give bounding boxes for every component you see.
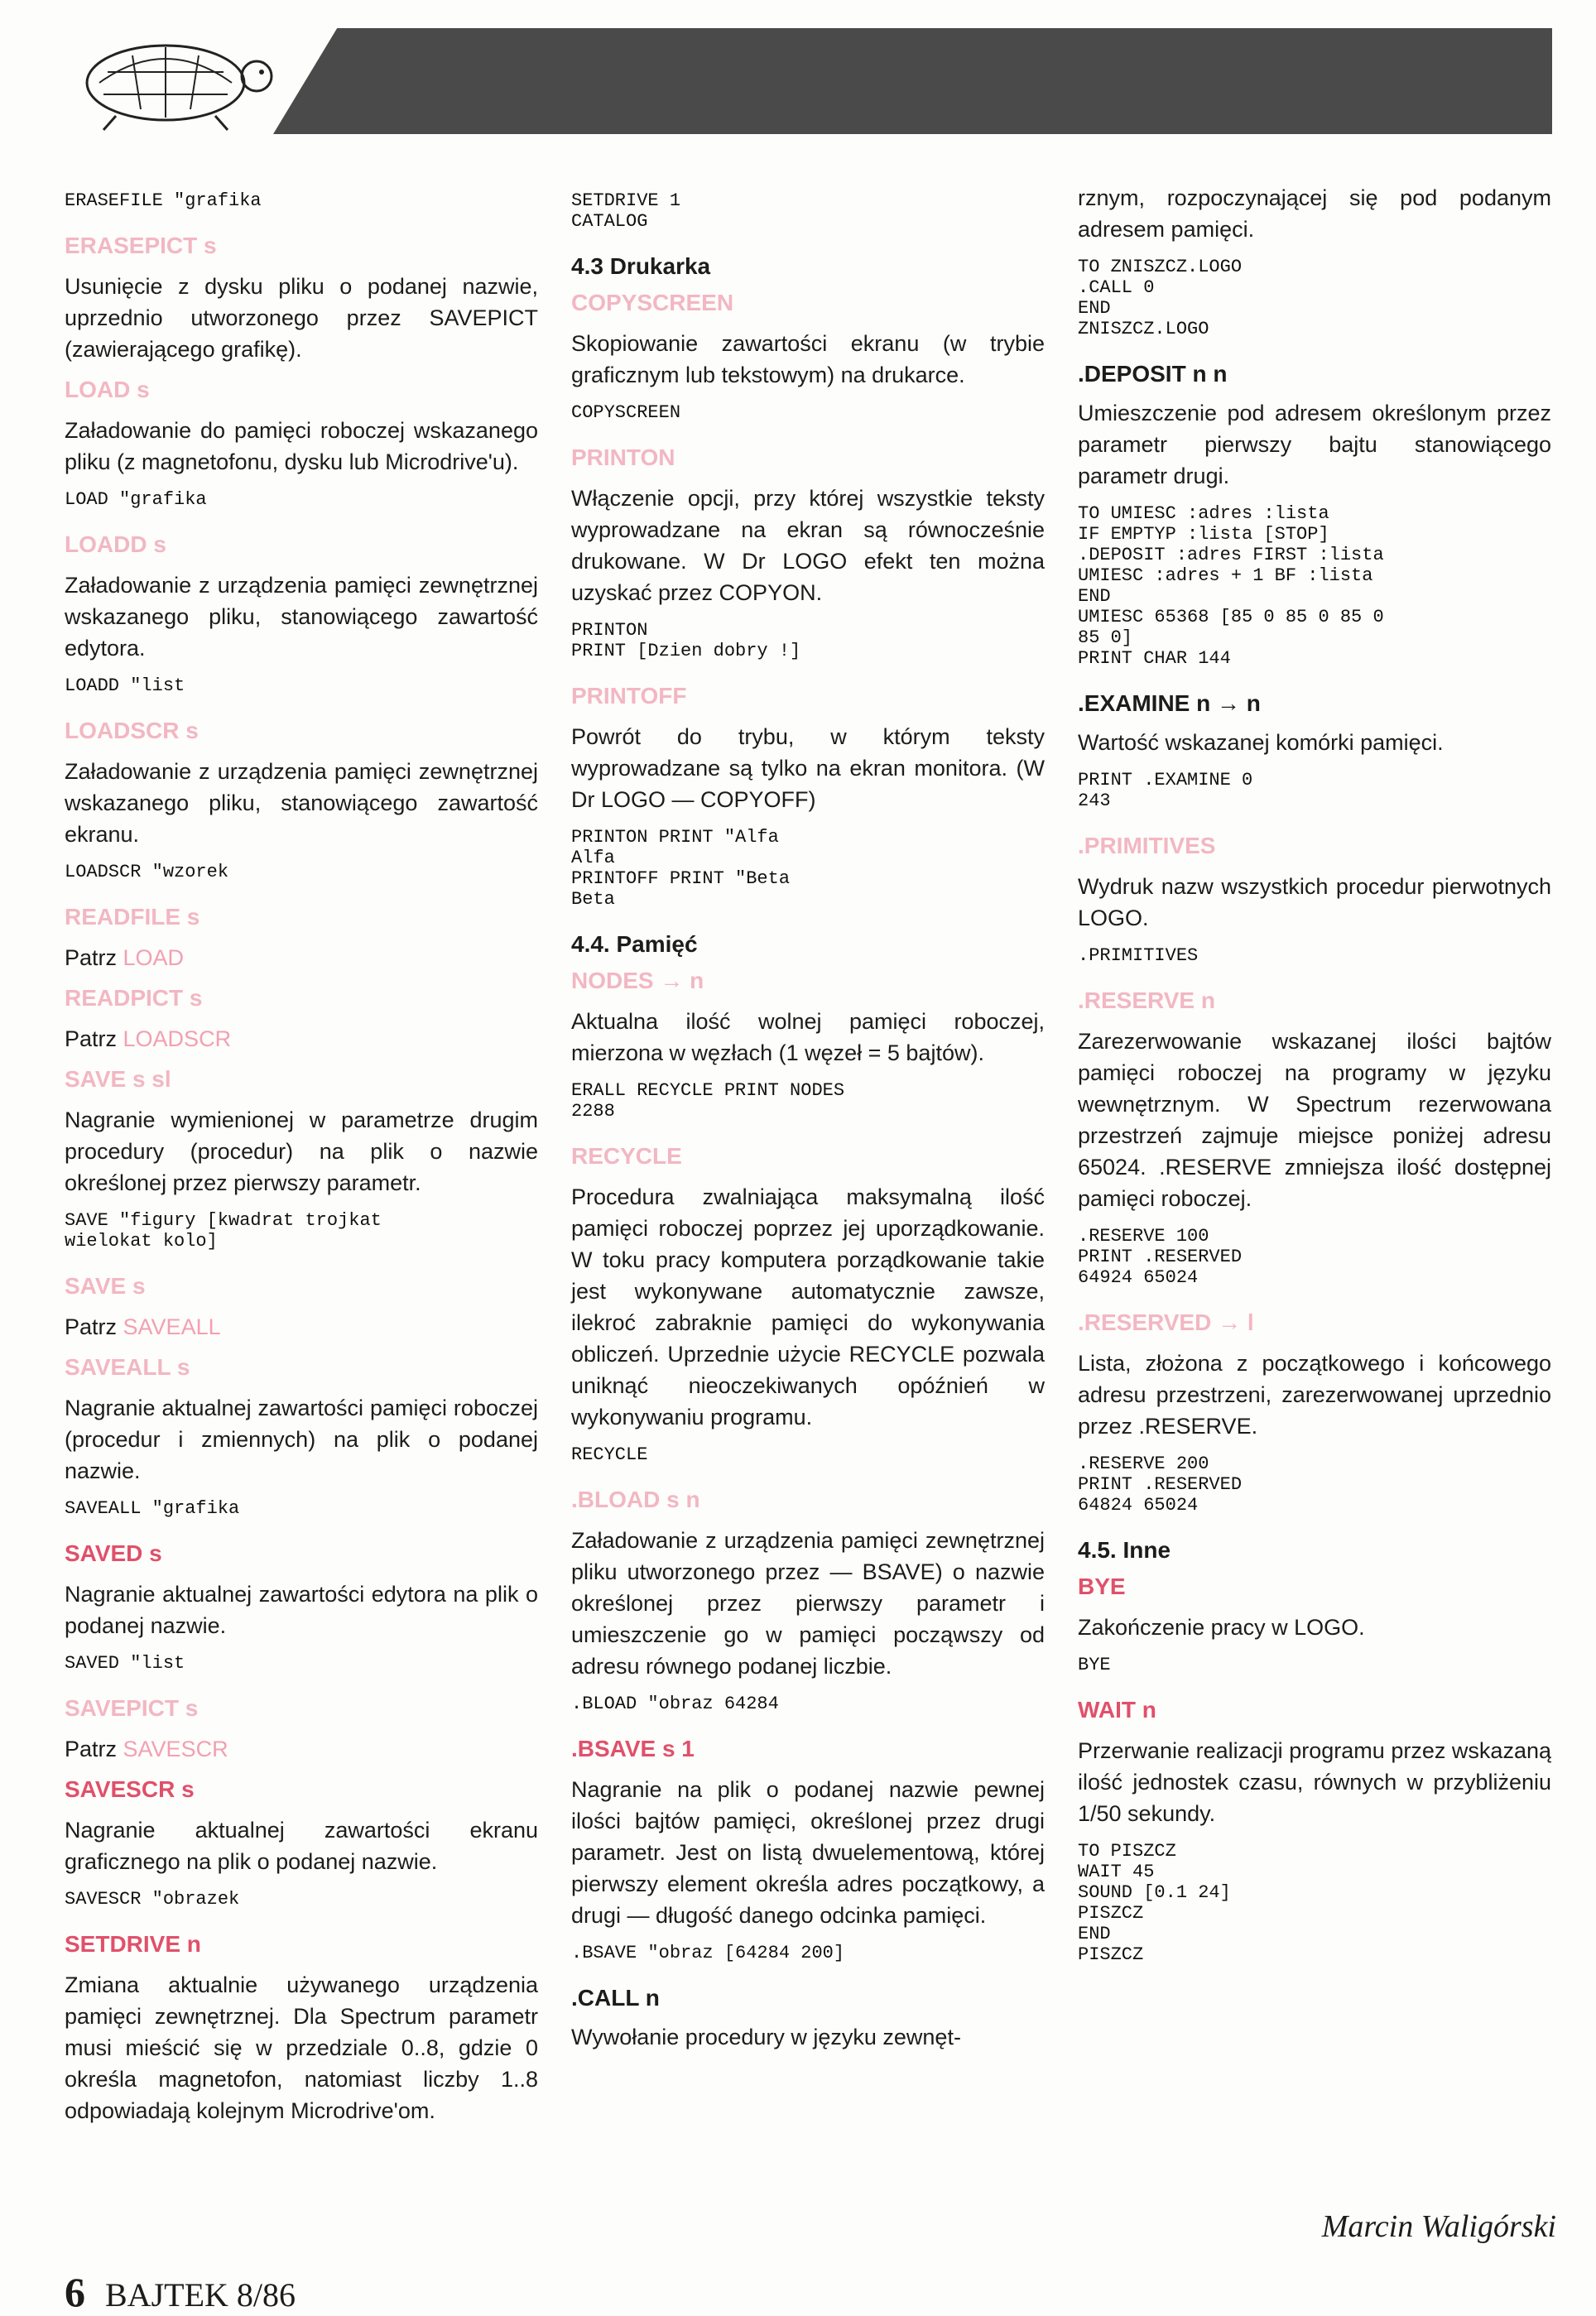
cmd-deposit: .DEPOSIT n n — [1078, 361, 1228, 387]
desc-deposit: Umieszczenie pod adresem określonym przez parametr pierwszy bajtu stanowiącego parametr drugi. — [1078, 401, 1551, 488]
cmd-readpict: READPICT s — [65, 985, 203, 1011]
cmd-nodes: NODES → n — [571, 968, 704, 993]
cmd-bye: BYE — [1078, 1574, 1126, 1599]
header-banner — [273, 28, 1552, 134]
cmd-savee: SAVE s — [65, 1273, 146, 1299]
code-wait: TO PISZCZ WAIT 45 SOUND [0.1 24] PISZCZ END PISZCZ — [1078, 1841, 1231, 1965]
section-title-printer: 4.3 Drukarka — [571, 253, 711, 279]
cmd-readfile: READFILE s — [65, 904, 200, 930]
cmd-primitives: .PRIMITIVES — [1078, 833, 1216, 858]
cmd-loadscr: LOADSCR s — [65, 718, 199, 743]
code-reserved: .RESERVE 200 PRINT .RESERVED 64824 65024 — [1078, 1454, 1243, 1516]
cmd-savepict: SAVEPICT s — [65, 1695, 199, 1721]
cmd-printon: PRINTON — [571, 444, 675, 470]
patrz-ref: SAVEALL — [123, 1314, 221, 1339]
desc-examine: Wartość wskazanej komórki pamięci. — [1078, 730, 1444, 755]
cmd-examine: .EXAMINE n → n — [1078, 690, 1261, 716]
desc-call-cont: rznym, rozpoczynającej się pod podanym adresem pamięci. — [1078, 185, 1551, 242]
cmd-wait: WAIT n — [1078, 1697, 1156, 1723]
cmd-saved: SAVED s — [65, 1540, 162, 1566]
code-load: LOAD "grafika — [65, 489, 207, 510]
patrz-loadscr — [65, 1023, 538, 1055]
patrz-saveall — [65, 1311, 538, 1343]
desc-erasepict: Usunięcie z dysku pliku o podanej nazwie, uprzednio utworzonego przez SAVEPICT (zawierającego grafikę). — [65, 274, 538, 362]
code-loadscr: LOADSCR "wzorek — [65, 862, 229, 882]
desc-savescr: Nagranie aktualnej zawartości ekranu graficznego na plik o podanej nazwie. — [65, 1818, 538, 1874]
code-call: TO ZNISZCZ.LOGO .CALL 0 END ZNISZCZ.LOGO — [1078, 257, 1243, 339]
column-3 — [1078, 182, 1551, 1987]
desc-loadscr: Załadowanie z urządzenia pamięci zewnętrznej wskazanego pliku, stanowiącego zawartość ekranu. — [65, 759, 538, 847]
desc-loadd: Załadowanie z urządzenia pamięci zewnętrznej wskazanego pliku, stanowiącego zawartość edytora. — [65, 573, 538, 661]
desc-bsave: Nagranie na plik o podanej nazwie pewnej ilości bajtów pamięci, określonej przez drugi parametr. Jest on listą dwuelementową, której pierwszy element określa adres początkowy, a drugi — długość danego odcinka pamięci. — [571, 1777, 1045, 1928]
code-copyscreen: COPYSCREEN — [571, 402, 681, 423]
cmd-erasepict: ERASEPICT s — [65, 233, 217, 258]
desc-primitives: Wydruk nazw wszystkich procedur pierwotnych LOGO. — [1078, 874, 1551, 930]
cmd-loadd: LOADD s — [65, 531, 166, 557]
desc-reserve: Zarezerwowanie wskazanej ilości bajtów pamięci roboczej na programy w języku wewnętrznym. W Spectrum rezerwowana przestrzeń zajmuje miejsce poniżej adresu 65024. .RESERVE zmniejsza ilość dostępnej pamięci roboczej. — [1078, 1029, 1551, 1211]
patrz-ref: SAVESCR — [123, 1737, 228, 1761]
magazine-name: BAJTEK 8/86 — [105, 2276, 296, 2314]
cmd-copyscreen: COPYSCREEN — [571, 290, 734, 315]
cmd-setdrive: SETDRIVE n — [65, 1931, 201, 1957]
patrz-load — [65, 942, 538, 973]
desc-save: Nagranie wymienionej w parametrze drugim procedury (procedur) na plik o nazwie określonej przez pierwszy parametr. — [65, 1108, 538, 1195]
code-bye: BYE — [1078, 1655, 1111, 1675]
code-loadd: LOADD "list — [65, 675, 185, 696]
cmd-load: LOAD s — [65, 377, 150, 402]
code-reserve: .RESERVE 100 PRINT .RESERVED 64924 65024 — [1078, 1226, 1243, 1288]
desc-copyscreen: Skopiowanie zawartości ekranu (w trybie graficznym lub tekstowym) na drukarce. — [571, 331, 1045, 387]
desc-reserved: Lista, złożona z początkowego i końcowego adresu przestrzeni, zarezerwowanej uprzednio przez .RESERVE. — [1078, 1351, 1551, 1439]
cmd-call: .CALL n — [571, 1985, 660, 2011]
code-printoff: PRINTON PRINT "Alfa Alfa PRINTOFF PRINT "Beta Beta — [571, 827, 791, 910]
cmd-savescr: SAVESCR s — [65, 1776, 195, 1802]
desc-bload: Załadowanie z urządzenia pamięci zewnętrznej pliku utworzonego przez — BSAVE) o nazwie określonej przez pierwszy parametr i umieszczenie go w pamięci począwszy od adresu równego podanej liczbie. — [571, 1528, 1045, 1679]
patrz-savescr — [65, 1733, 538, 1765]
code-bload: .BLOAD "obraz 64284 — [571, 1694, 779, 1714]
code-deposit: TO UMIESC :adres :lista IF EMPTYP :lista [STOP] .DEPOSIT :adres FIRST :lista UMIESC :adres + 1 BF :lista END UMIESC 65368 [85 0 85 0 85 0 85 0] PRINT CHAR 144 — [1078, 503, 1384, 669]
patrz-prefix: Patrz — [65, 1314, 123, 1339]
code-save: SAVE "figury [kwadrat trojkat wielokat kolo] — [65, 1210, 382, 1252]
cmd-printoff: PRINTOFF — [571, 683, 687, 709]
cmd-reserved: .RESERVED → l — [1078, 1309, 1254, 1335]
desc-printon: Włączenie opcji, przy której wszystkie teksty wyprowadzane na ekran są równocześnie drukowane. W Dr LOGO efekt ten można uzyskać przez COPYON. — [571, 486, 1045, 605]
desc-saveall: Nagranie aktualnej zawartości pamięci roboczej (procedur i zmiennych) na plik o podanej nazwie. — [65, 1396, 538, 1483]
desc-load: Załadowanie do pamięci roboczej wskazanego pliku (z magnetofonu, dysku lub Microdrive'u). — [65, 418, 538, 474]
desc-bye: Zakończenie pracy w LOGO. — [1078, 1615, 1365, 1640]
code-saved: SAVED "list — [65, 1653, 185, 1674]
patrz-prefix: Patrz — [65, 1737, 123, 1761]
section-title-memory: 4.4. Pamięć — [571, 931, 698, 957]
patrz-ref: LOAD — [123, 945, 185, 970]
author-signature: Marcin Waligórski — [1321, 2209, 1556, 2244]
code-primitives: .PRIMITIVES — [1078, 945, 1199, 966]
code-printon: PRINTON PRINT [Dzien dobry !] — [571, 620, 801, 661]
desc-printoff: Powrót do trybu, w którym teksty wyprowadzane są tylko na ekran monitora. (W Dr LOGO — COPYOFF) — [571, 724, 1045, 812]
desc-wait: Przerwanie realizacji programu przez wskazaną ilość jednostek czasu, równych w przybliżeniu 1/50 sekundy. — [1078, 1738, 1551, 1826]
code-nodes: ERALL RECYCLE PRINT NODES 2288 — [571, 1080, 845, 1122]
column-1 — [65, 182, 538, 2138]
patrz-ref: LOADSCR — [123, 1026, 232, 1051]
cmd-recycle: RECYCLE — [571, 1143, 682, 1169]
cmd-saveall: SAVEALL s — [65, 1354, 190, 1380]
page-footer — [65, 2268, 296, 2316]
desc-setdrive: Zmiana aktualnie używanego urządzenia pamięci zewnętrznej. Dla Spectrum parametr musi mieścić się w przedziale 0..8, gdzie 0 określa magnetofon, natomiast liczby 1..8 odpowiadają kolejnym Microdrive'om. — [65, 1972, 538, 2123]
column-2 — [571, 182, 1045, 2064]
desc-saved: Nagranie aktualnej zawartości edytora na plik o podanej nazwie. — [65, 1582, 538, 1638]
patrz-prefix: Patrz — [65, 1026, 123, 1051]
code-examine: PRINT .EXAMINE 0 243 — [1078, 770, 1253, 811]
code-bsave: .BSAVE "obraz [64284 200] — [571, 1943, 845, 1963]
desc-call: Wywołanie procedury w języku zewnęt- — [571, 2025, 961, 2049]
section-title-other: 4.5. Inne — [1078, 1537, 1171, 1563]
page-number: 6 — [65, 2269, 85, 2315]
desc-nodes: Aktualna ilość wolnej pamięci roboczej, mierzona w węzłach (1 węzeł = 5 bajtów). — [571, 1009, 1045, 1065]
code-erasefile: ERASEFILE "grafika — [65, 190, 262, 211]
cmd-bsave: .BSAVE s 1 — [571, 1736, 695, 1761]
code-recycle: RECYCLE — [571, 1444, 648, 1465]
desc-recycle: Procedura zwalniająca maksymalną ilość pamięci roboczej poprzez jej uporządkowanie. W toku pracy komputera porządkowanie takie jest wykonywane automatycznie zawsze, ilekroć zabraknie pamięci do wykonywania obliczeń. Uprzednie użycie RECYCLE pozwala uniknąć nieoczekiwanych opóźnień w wykonywaniu programu. — [571, 1184, 1045, 1429]
cmd-save: SAVE s sl — [65, 1066, 171, 1092]
code-setdrive: SETDRIVE 1 CATALOG — [571, 190, 681, 232]
turtle-logo-icon — [58, 18, 281, 134]
patrz-prefix: Patrz — [65, 945, 123, 970]
cmd-bload: .BLOAD s n — [571, 1487, 700, 1512]
code-savescr: SAVESCR "obrazek — [65, 1889, 240, 1910]
cmd-reserve: .RESERVE n — [1078, 987, 1215, 1013]
code-saveall: SAVEALL "grafika — [65, 1498, 240, 1519]
